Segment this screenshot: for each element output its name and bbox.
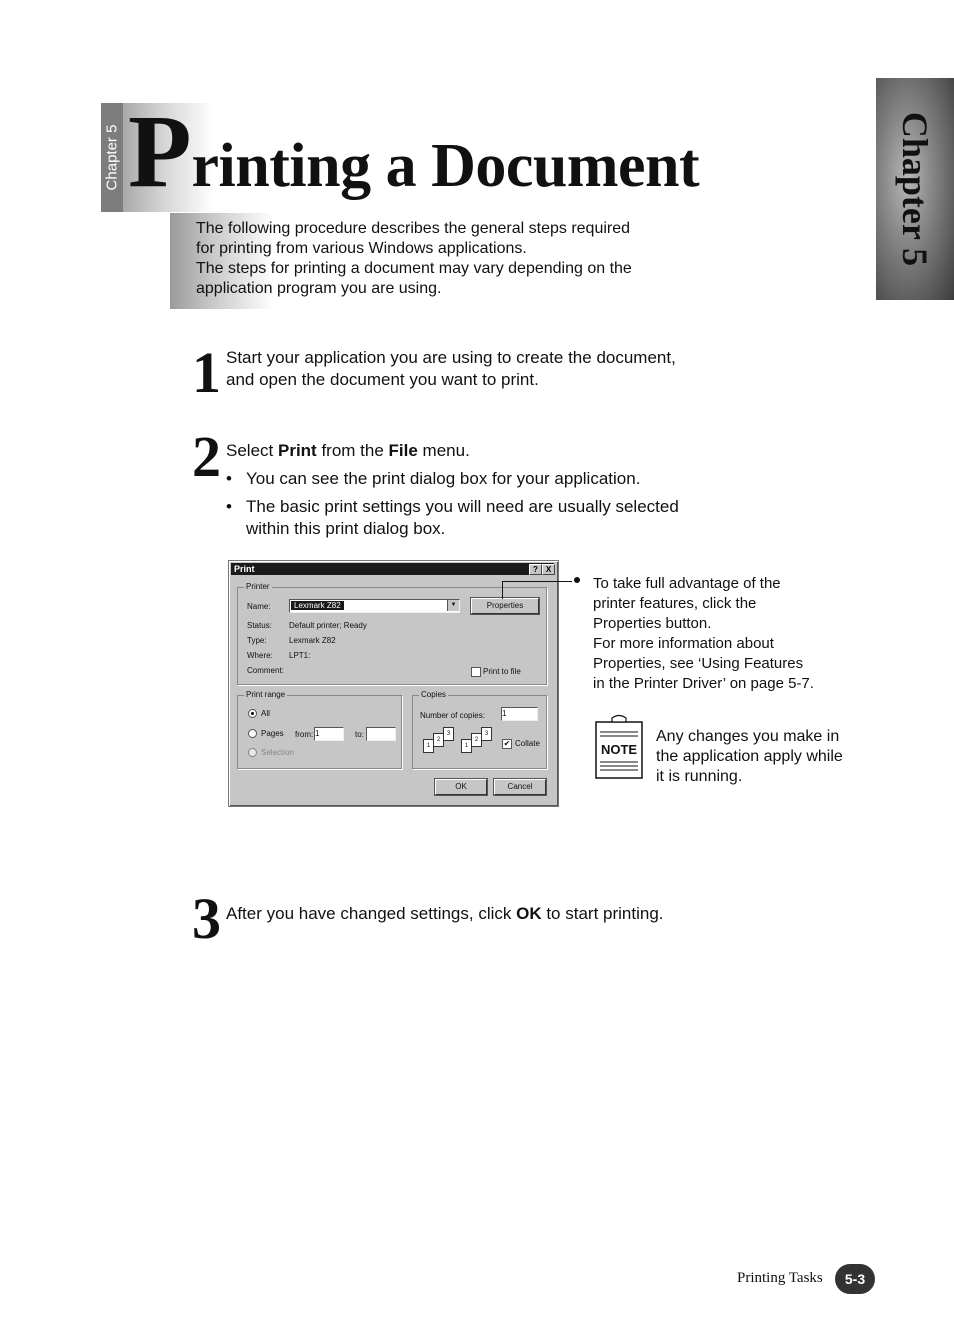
printer-name-value: Lexmark Z82	[291, 601, 344, 610]
name-label: Name:	[247, 602, 271, 611]
step-2-bullets: • You can see the print dialog box for your application. • The basic print settings you will need are usually selected within this print dialog box.	[226, 469, 679, 538]
all-label: All	[261, 709, 270, 718]
copies-stepper[interactable]	[501, 707, 538, 721]
page-icon: 1	[423, 739, 434, 753]
callout-line: Properties, see ‘Using Features	[593, 655, 804, 672]
callout-line: To take full advantage of the	[593, 575, 781, 592]
copies-label: Number of copies:	[420, 711, 485, 720]
callout-line: For more information about	[593, 635, 774, 652]
title-initial: P	[128, 94, 192, 209]
chapter-side-label: Chapter 5	[103, 124, 121, 191]
status-label: Status:	[247, 621, 272, 630]
step-2-text: Select Print from the File menu.	[226, 441, 470, 460]
note-text	[656, 727, 886, 787]
page-icon: 2	[471, 733, 482, 747]
ok-emphasis: OK	[516, 904, 542, 923]
page-icon: 2	[433, 733, 444, 747]
note-icon	[594, 714, 644, 780]
close-button[interactable]: X	[542, 564, 555, 575]
callout-leader-line	[502, 581, 572, 582]
group-label: Printer	[246, 582, 270, 591]
group-label: Print range	[246, 690, 286, 699]
intro-line: application program you are using.	[196, 280, 442, 297]
pages-label: Pages	[261, 729, 284, 738]
step-1-text	[226, 347, 746, 391]
step-2-number: 2	[192, 424, 221, 489]
callout-bullet	[574, 577, 580, 583]
menu-command-print: Print	[277, 441, 317, 460]
selection-radio[interactable]	[248, 748, 257, 757]
chevron-down-icon[interactable]: ▼	[447, 600, 459, 611]
chapter-tab	[876, 78, 954, 300]
page-icon: 1	[461, 739, 472, 753]
type-label: Type:	[247, 636, 267, 645]
print-to-file-checkbox[interactable]	[471, 667, 481, 677]
step-line: and open the document you want to print.	[226, 370, 539, 389]
callout-leader-line	[502, 581, 503, 599]
note-line: Any changes you make in	[656, 728, 840, 745]
note-line: it is running.	[656, 768, 743, 785]
where-value: LPT1:	[289, 651, 311, 660]
title-rest: rinting a Document	[191, 132, 700, 200]
to-input[interactable]	[366, 727, 396, 741]
intro-line: The steps for printing a document may vary depending on the	[196, 260, 632, 277]
page-icon: 3	[443, 727, 454, 741]
help-button[interactable]: ?	[529, 564, 542, 575]
pages-radio[interactable]	[248, 729, 257, 738]
dialog-title: Print	[234, 564, 255, 574]
to-label: to:	[355, 730, 364, 739]
page-title	[128, 94, 700, 209]
step-line: Start your application you are using to create the document,	[226, 348, 676, 367]
properties-button[interactable]: Properties	[471, 598, 539, 614]
type-value: Lexmark Z82	[289, 636, 336, 645]
page-number-badge: 5-3	[835, 1264, 875, 1294]
chapter-tab-label: Chapter 5	[895, 111, 935, 267]
intro-paragraph	[196, 219, 716, 299]
intro-line: The following procedure describes the general steps required	[196, 220, 631, 237]
callout-line: Properties button.	[593, 615, 712, 632]
step-1-number: 1	[192, 340, 221, 405]
all-radio[interactable]	[248, 709, 257, 718]
note-line: the application apply while	[656, 748, 843, 765]
collate-label: Collate	[515, 739, 540, 748]
intro-line: for printing from various Windows applications.	[196, 240, 527, 257]
copies-value: 1	[502, 709, 507, 718]
collate-checkbox[interactable]: ✔	[503, 739, 511, 748]
step-3-number: 3	[192, 886, 221, 951]
step-3-text: After you have changed settings, click OK to start printing.	[226, 904, 664, 923]
printer-name-select[interactable]	[289, 599, 460, 613]
print-to-file-label: Print to file	[483, 667, 521, 676]
comment-label: Comment:	[247, 666, 284, 675]
page-icon: 3	[481, 727, 492, 741]
selection-label: Selection	[261, 748, 294, 757]
where-label: Where:	[247, 651, 273, 660]
callout-line: printer features, click the	[593, 595, 757, 612]
print-dialog	[228, 560, 559, 807]
cancel-button[interactable]: Cancel	[494, 779, 546, 795]
group-label: Copies	[421, 690, 446, 699]
from-input[interactable]: 1	[314, 727, 344, 741]
status-value: Default printer; Ready	[289, 621, 367, 630]
menu-name-file: File	[388, 441, 418, 460]
footer-section: Printing Tasks	[737, 1270, 823, 1286]
from-label: from:	[295, 730, 314, 739]
dialog-title-bar	[231, 563, 554, 575]
properties-callout	[593, 574, 853, 694]
callout-line: in the Printer Driver’ on page 5-7.	[593, 675, 814, 692]
ok-button[interactable]: OK	[435, 779, 487, 795]
note-icon-label: NOTE	[600, 742, 638, 757]
